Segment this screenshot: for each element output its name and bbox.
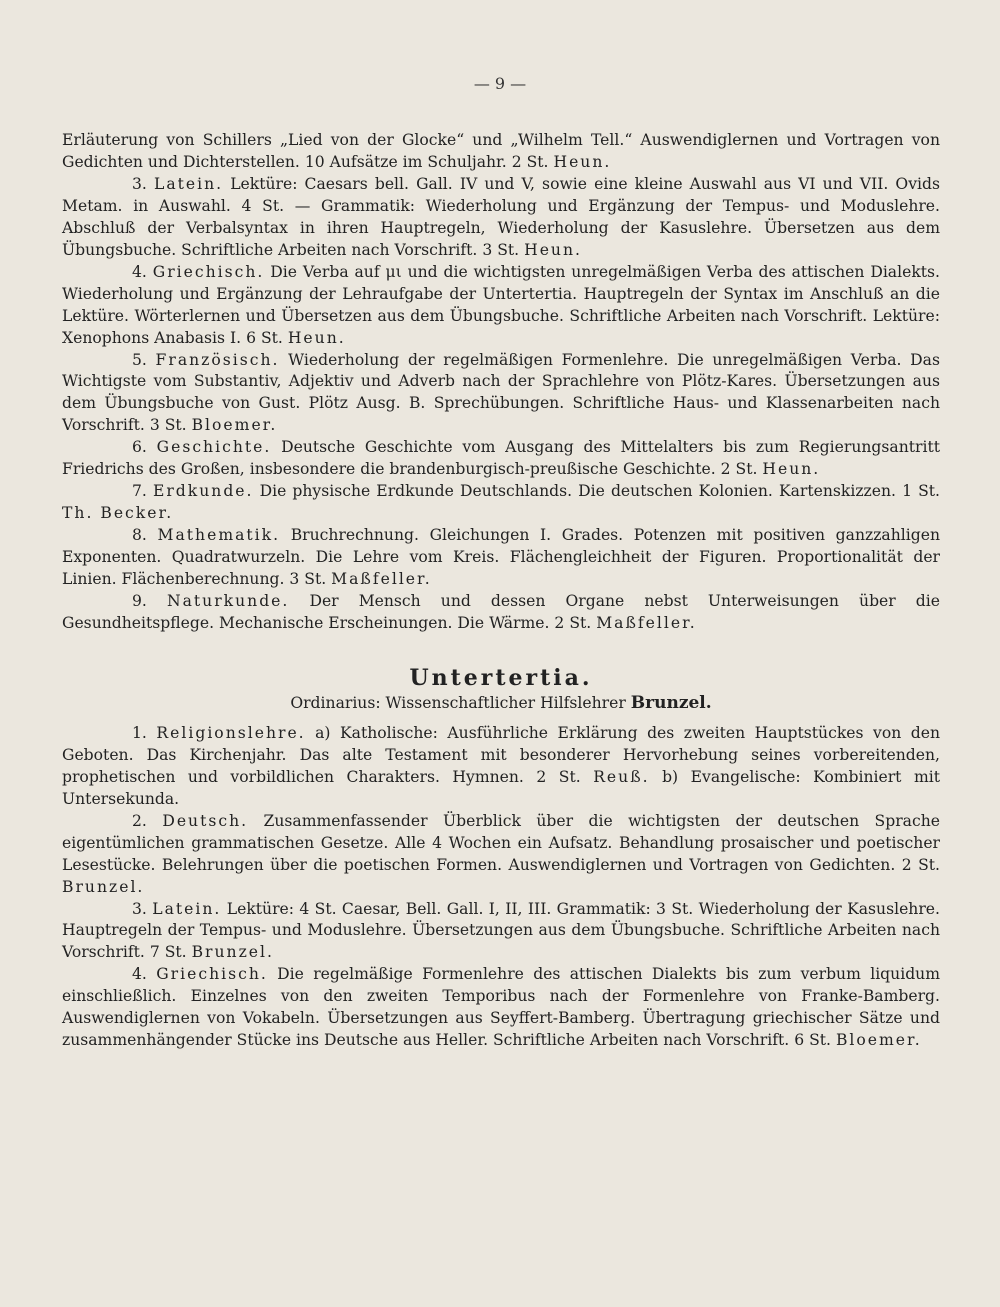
- spaced-term: Latein.: [152, 899, 222, 918]
- spaced-term: Reuß.: [593, 767, 650, 786]
- spaced-term: Deutsch.: [162, 811, 249, 830]
- paragraph-text: 3.: [132, 174, 154, 193]
- paragraph-text: 4.: [132, 262, 153, 281]
- paragraph: [62, 130, 940, 174]
- paragraph-text: Zusammenfassender Überblick über die wichtigsten der deutschen Sprache eigentümlichen grammatischen Gesetze. Alle 4 Wochen ein Aufsatz. Behandlung prosaischer und poetischer Lesestücke. Belehrungen über die poetischen Formen. Auswendiglernen und Vortragen von Gedichten. 2 St.: [62, 811, 940, 874]
- paragraph: [62, 899, 940, 965]
- spaced-term: Heun.: [762, 460, 821, 479]
- paragraph-text: Lektüre: Caesars bell. Gall. IV und V, sowie eine kleine Auswahl aus VI und VII. Ovids Metam. in Auswahl. 4 St. — Grammatik: Wiederholung und Ergänzung der Tempus- und Moduslehre. Abschluß der Verbalsyntax in ihren Hauptregeln, Wiederholung der Kasuslehre. Übersetzen aus dem Übungsbuche. Schriftliche Arbeiten nach Vorschrift. 3 St.: [62, 174, 940, 259]
- spaced-term: Griechisch.: [152, 262, 265, 281]
- paragraph-text: 9.: [132, 592, 167, 611]
- paragraph: [62, 174, 940, 262]
- paragraph: [62, 723, 940, 811]
- section-obertertia-continuation: [62, 130, 940, 635]
- paragraph: [62, 811, 940, 899]
- paragraph-text: Wiederholung der regelmäßigen Formenlehre. Die unregelmäßigen Verba. Das Wichtigste vom Substantiv, Adjektiv und Adverb nach der Sprachlehre von Plötz-Kares. Übersetzungen aus dem Übungsbuche von Gust. Plötz Ausg. B. Sprechübungen. Schriftliche Haus- und Klassenarbeiten nach Vorschrift. 3 St.: [62, 350, 940, 435]
- spaced-term: Erdkunde.: [152, 482, 254, 501]
- spaced-term: Heun.: [287, 328, 346, 347]
- paragraph-text: 7.: [132, 482, 153, 501]
- paragraph: [62, 262, 940, 350]
- paragraph: [62, 591, 940, 635]
- paragraph: [62, 481, 940, 525]
- spaced-term: Bloemer.: [191, 416, 278, 435]
- spaced-term: Heun.: [524, 240, 582, 259]
- paragraph-text: 4.: [132, 965, 157, 984]
- paragraph: [62, 437, 940, 481]
- paragraph-text: 2.: [132, 811, 163, 830]
- paragraph: [62, 964, 940, 1052]
- paragraph: [62, 525, 940, 591]
- paragraph: [62, 350, 940, 438]
- paragraph-text: b) Evangelische: Kombiniert mit Untersekunda.: [62, 767, 940, 808]
- spaced-term: Th. Becker.: [62, 504, 174, 523]
- ordinarius-label: Ordinarius: Wissenschaftlicher Hilfslehrer: [290, 693, 631, 712]
- page-number: — 9 —: [473, 74, 527, 93]
- ordinarius-name: Brunzel.: [630, 692, 712, 713]
- section-untertertia: [62, 723, 940, 1052]
- spaced-term: Naturkunde.: [166, 592, 290, 611]
- spaced-term: Griechisch.: [156, 965, 268, 984]
- paragraph-text: 3.: [132, 899, 153, 918]
- spaced-term: Geschichte.: [156, 438, 272, 457]
- paragraph-text: Bruchrechnung. Gleichungen I. Grades. Potenzen mit positiven ganzzahligen Exponenten. Quadratwurzeln. Die Lehre vom Kreis. Flächengleichheit der Figuren. Proportionalität der Linien. Flächenberechnung. 3 St.: [62, 526, 940, 589]
- spaced-term: Bloemer.: [835, 1031, 922, 1050]
- paragraph-text: Die Verba auf μι und die wichtigsten unregelmäßigen Verba des attischen Dialekts. Wiederholung und Ergänzung der Lehraufgabe der Untertertia. Hauptregeln der Syntax im Anschluß an die Lektüre. Wörterlernen und Übersetzen aus dem Übungsbuche. Schriftliche Arbeiten nach Vorschrift. Lektüre: Xenophons Anabasis I. 6 St.: [62, 262, 940, 347]
- spaced-term: Französisch.: [155, 350, 280, 369]
- paragraph-text: Lektüre: 4 St. Caesar, Bell. Gall. I, II, III. Grammatik: 3 St. Wiederholung der Kasuslehre. Hauptregeln der Tempus- und Moduslehre. Übersetzungen aus dem Übungsbuche. Schriftliche Arbeiten nach Vorschrift. 7 St.: [62, 899, 940, 962]
- paragraph-text: 5.: [132, 350, 156, 369]
- spaced-term: Mathematik.: [157, 526, 281, 545]
- paragraph-text: 8.: [132, 526, 158, 545]
- spaced-term: Latein.: [153, 174, 224, 193]
- paragraph-text: 1.: [132, 723, 157, 742]
- paragraph-text: a) Katholische: Ausführliche Erklärung des zweiten Hauptstückes von den Geboten. Das Kirchenjahr. Das alte Testament mit besonderer Hervorhebung seines vorbereitenden, prophetischen und vorbildlichen Charakters. Hymnen. 2 St.: [62, 723, 941, 786]
- paragraph-text: Erläuterung von Schillers „Lied von der Glocke“ und „Wilhelm Tell.“ Auswendiglernen und Vortragen von Gedichten und Dichterstellen. 10 Aufsätze im Schuljahr. 2 St.: [62, 131, 940, 171]
- paragraph-text: Die regelmäßige Formenlehre des attischen Dialekts bis zum verbum liquidum einschließlich. Einzelnes von den zweiten Temporibus nach der Formenlehre von Franke-Bamberg. Auswendiglernen von Vokabeln. Übersetzungen aus Seyffert-Bamberg. Übertragung griechischer Sätze und zusammenhängender Stücke ins Deutsche aus Heller. Schriftliche Arbeiten nach Vorschrift. 6 St.: [62, 965, 941, 1050]
- spaced-term: Heun.: [553, 152, 612, 171]
- document-text: [62, 130, 940, 1052]
- spaced-term: Brunzel.: [62, 877, 145, 896]
- spaced-term: Religionslehre.: [156, 723, 306, 742]
- paragraph-text: Die physische Erdkunde Deutschlands. Die deutschen Kolonien. Kartenskizzen. 1 St.: [253, 482, 940, 501]
- paragraph-text: Deutsche Geschichte vom Ausgang des Mittelalters bis zum Regierungsantritt Friedrichs des Großen, insbesondere die brandenburgisch-preußische Geschichte. 2 St.: [62, 438, 940, 479]
- ordinarius-line: [62, 693, 940, 715]
- paragraph-text: 6.: [132, 438, 157, 457]
- class-heading: Untertertia.: [409, 664, 593, 691]
- spaced-term: Brunzel.: [191, 943, 274, 962]
- spaced-term: Maßfeller.: [331, 570, 432, 589]
- paragraph-text: Der Mensch und dessen Organe nebst Unterweisungen über die Gesundheitspflege. Mechanische Erscheinungen. Die Wärme. 2 St.: [62, 592, 940, 632]
- spaced-term: Maßfeller.: [596, 613, 697, 632]
